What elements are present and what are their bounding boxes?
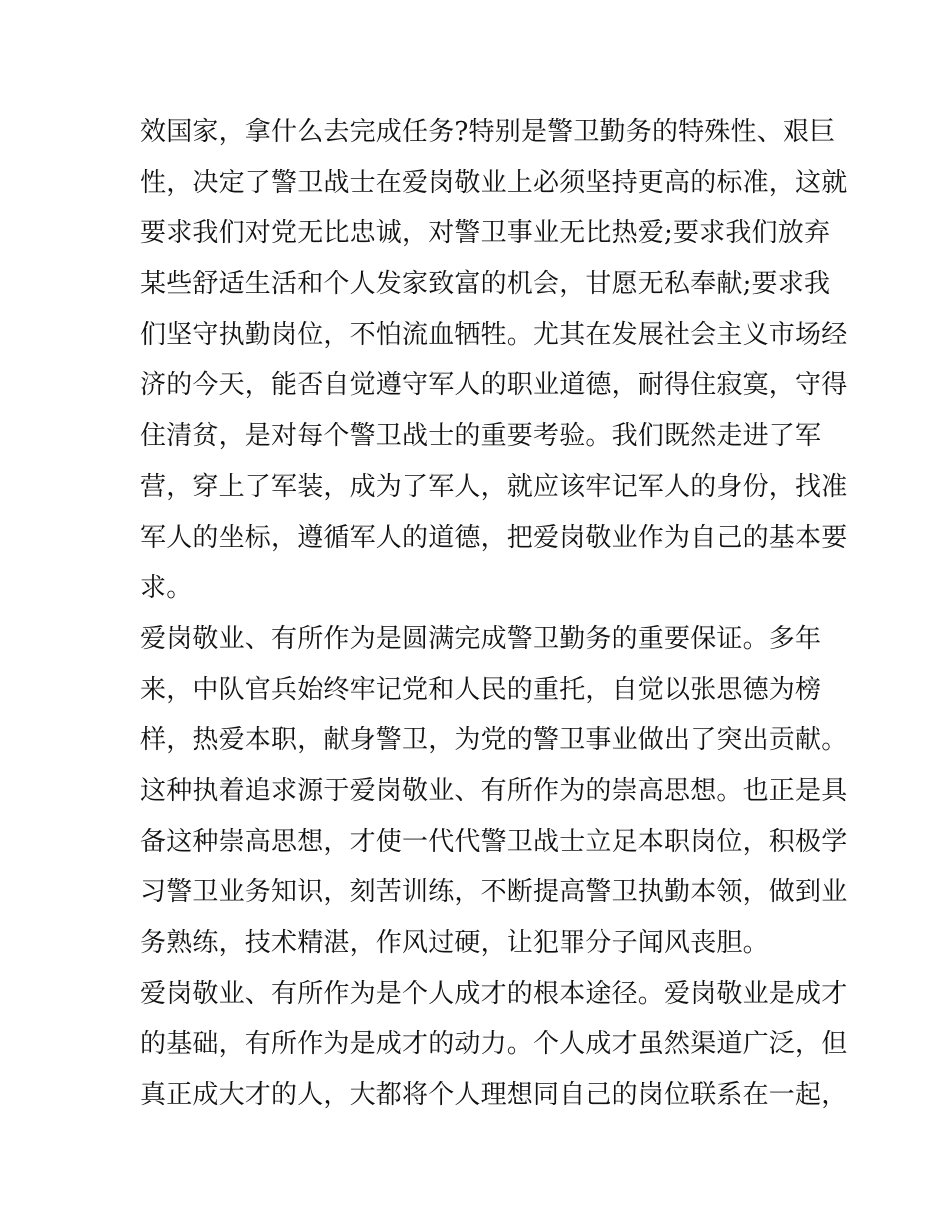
text-line: 样，热爱本职，献身警卫，为党的警卫事业做出了突出贡献。 — [140, 725, 848, 756]
body-text — [140, 107, 848, 1121]
text-line: 务熟练，技术精湛，作风过硬，让犯罪分子闻风丧胆。 — [140, 928, 769, 958]
text-line: 真正成大才的人，大都将个人理想同自己的岗位联系在一起， — [140, 1080, 848, 1111]
text-line: 习警卫业务知识，刻苦训练，不断提高警卫执勤本领，做到业 — [140, 877, 848, 908]
text-line: 这种执着追求源于爱岗敬业、有所作为的崇高思想。也正是具 — [140, 775, 848, 806]
text-line: 的基础，有所作为是成才的动力。个人成才虽然渠道广泛，但 — [140, 1029, 848, 1060]
text-line: 住清贫，是对每个警卫战士的重要考验。我们既然走进了军 — [140, 421, 822, 452]
text-line: 营，穿上了军装，成为了军人，就应该牢记军人的身份，找准 — [140, 471, 848, 502]
text-line: 们坚守执勤岗位，不怕流血牺牲。尤其在发展社会主义市场经 — [140, 319, 848, 350]
text-line: 爱岗敬业、有所作为是个人成才的根本途径。爱岗敬业是成才 — [140, 978, 848, 1009]
text-line: 来，中队官兵始终牢记党和人民的重托，自觉以张思德为榜 — [140, 674, 822, 705]
text-line: 备这种崇高思想，才使一代代警卫战士立足本职岗位，积极学 — [140, 826, 848, 857]
text-line: 要求我们对党无比忠诚，对警卫事业无比热爱;要求我们放弃 — [140, 218, 831, 249]
text-line: 军人的坐标，遵循军人的道德，把爱岗敬业作为自己的基本要 — [140, 522, 848, 553]
text-line: 求。 — [140, 573, 193, 604]
text-line: 效国家，拿什么去完成任务?特别是警卫勤务的特殊性、艰巨 — [140, 117, 836, 147]
text-line: 某些舒适生活和个人发家致富的机会，甘愿无私奉献;要求我 — [140, 269, 831, 300]
text-line: 爱岗敬业、有所作为是圆满完成警卫勤务的重要保证。多年 — [140, 623, 822, 654]
text-line: 济的今天，能否自觉遵守军人的职业道德，耐得住寂寞，守得 — [140, 370, 848, 401]
text-line: 性，决定了警卫战士在爱岗敬业上必须坚持更高的标准，这就 — [140, 167, 848, 198]
